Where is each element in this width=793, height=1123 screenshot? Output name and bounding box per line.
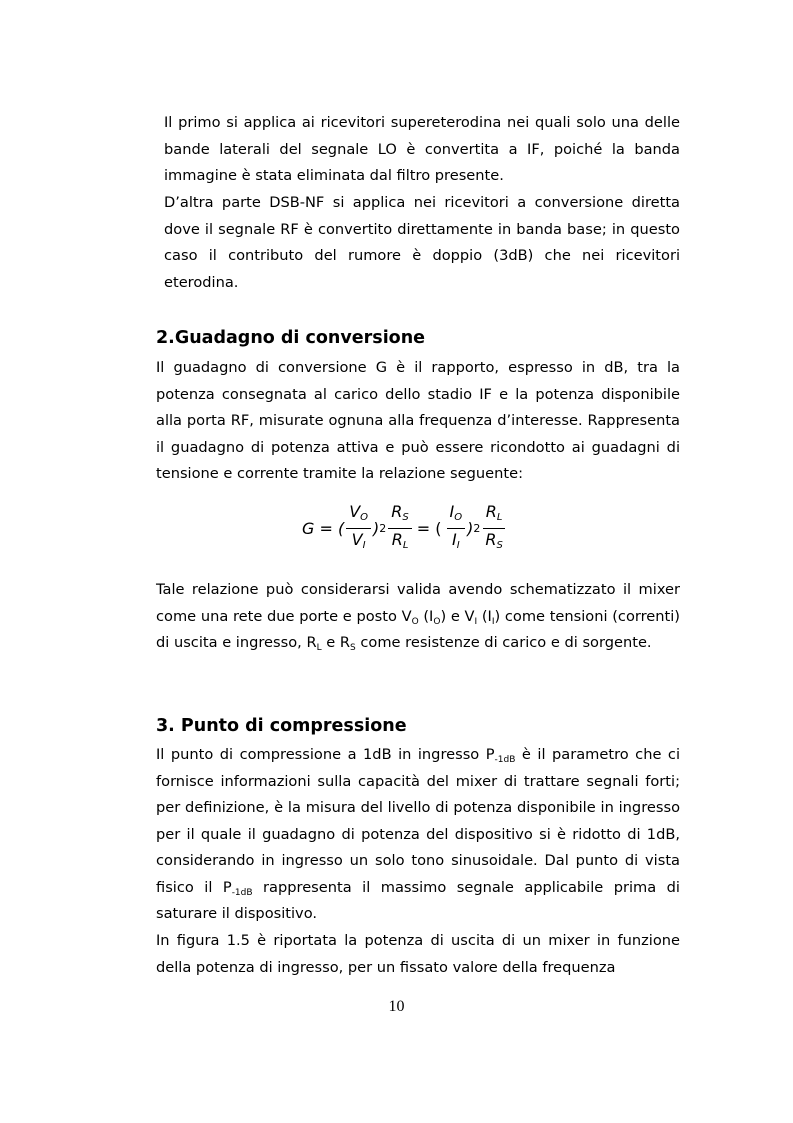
eq-middle: = ( (416, 518, 442, 538)
page-number: 10 (388, 998, 405, 1015)
eq-square-2: 2 (473, 521, 481, 535)
section-3-paragraph-2: In figura 1.5 è riportata la potenza di uscita di un mixer in funzione della potenza di ingresso, per un fissato valore della frequenza (156, 932, 680, 976)
eq-resistance-ratio-1: $\frac{RS}{RL}$ (388, 501, 411, 556)
intro-paragraph-2: D’altra parte DSB-NF si applica nei ricevitori a conversione diretta dove il segnale RF è convertito direttamente in banda base; in questo caso il contributo del rumore è doppio (3dB) che nei ricevitori eterodina. (164, 194, 680, 291)
section-3-paragraph-1: Il punto di compressione a 1dB in ingresso $P_{-1dB}$ è il parametro che ci fornisce informazioni sulla capacità del mixer di trattare segnali forti; per definizione, è la misura del livello di potenza disponibile in ingresso per il quale il guadagno di potenza del dispositivo si è ridotto di 1dB, considerando in ingresso un solo tono sinusoidale. Dal punto di vista fisico il $P_{-1dB}$ rappresenta il massimo segnale applicabile prima di saturare il dispositivo. (156, 746, 680, 922)
eq-lhs: G = ( (302, 518, 345, 538)
section-2-heading: 2.Guadagno di conversione (156, 328, 426, 348)
section-2-paragraph-2: Tale relazione può considerarsi valida avendo schematizzato il mixer come una rete due porte e posto $V_O$ $(I_O)$ e $V_I$ $(I_I)$ come tensioni (correnti) di uscita e ingresso, $R_L$ e $R_S$ come resistenze di carico e di sorgente. (156, 581, 680, 653)
intro-paragraph-1: Il primo si applica ai ricevitori supereterodina nei quali solo una delle bande laterali del segnale LO è convertita a IF, poiché la banda immagine è stata eliminata dal filtro presente. (164, 114, 680, 184)
eq-current-ratio: $\frac{IO}{II}$ (447, 501, 466, 556)
conversion-gain-equation: G = ( $\frac{VO}{VI}$ ) 2 $\frac{RS}{RL}$ = ( $\frac{IO}{II}$ ) 2 $\frac{RL}{RS}$ (302, 500, 508, 556)
eq-square-1: 2 (379, 521, 387, 535)
section-3-heading: 3. Punto di compressione (156, 716, 407, 736)
section-2-paragraph-1: Il guadagno di conversione G è il rapporto, espresso in dB, tra la potenza consegnata al carico dello stadio IF e la potenza disponibile alla porta RF, misurate ognuna alla frequenza d’interesse. Rappresenta il guadagno di potenza attiva e può essere ricondotto ai guadagni di tensione e corrente tramite la relazione seguente: (156, 359, 680, 482)
eq-resistance-ratio-2: $\frac{RL}{RS}$ (482, 501, 505, 556)
eq-voltage-ratio: $\frac{VO}{VI}$ (346, 501, 371, 556)
